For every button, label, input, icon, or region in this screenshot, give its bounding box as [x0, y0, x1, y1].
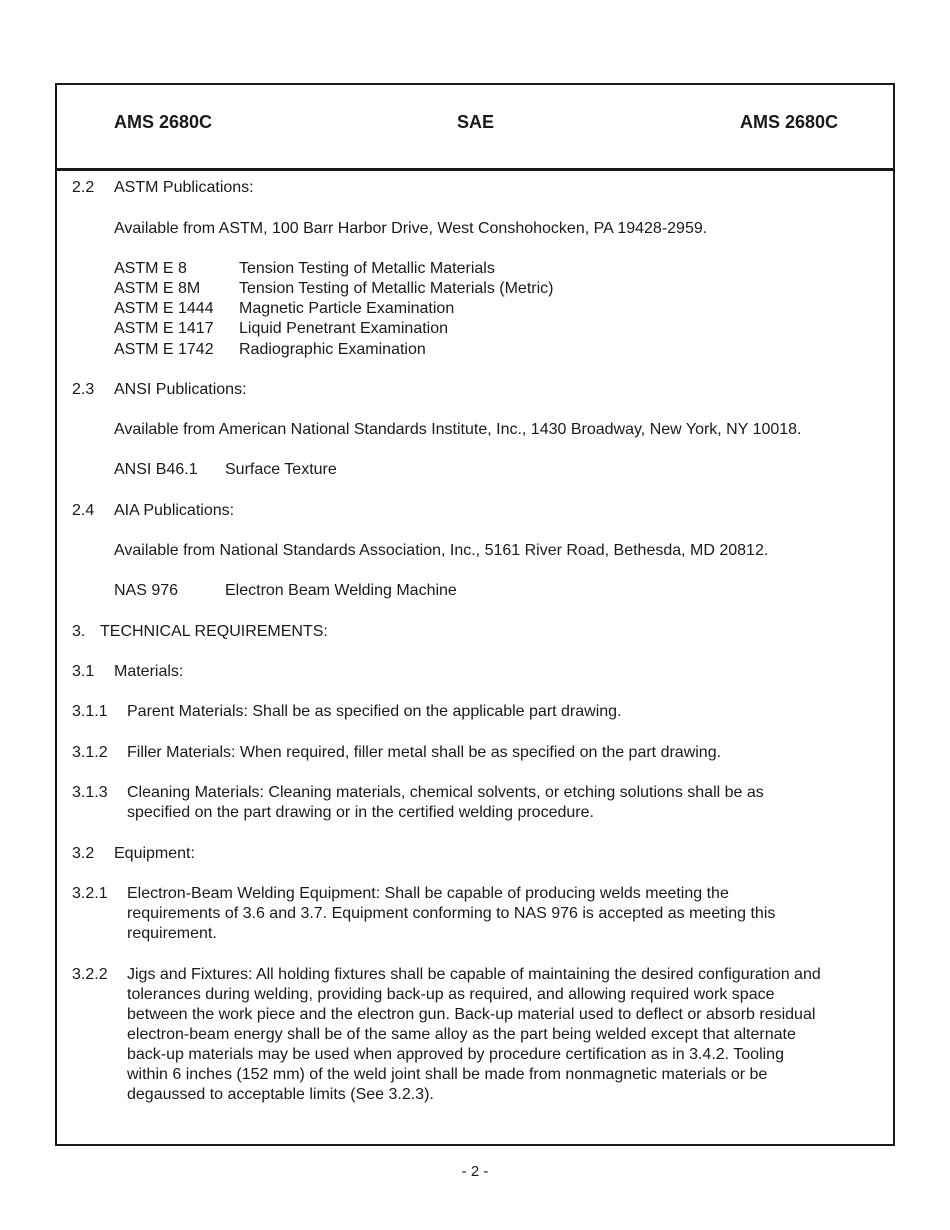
paragraph-line: degaussed to acceptable limits (See 3.2.3).: [127, 1086, 434, 1103]
page-frame: [55, 83, 895, 1146]
reference-title: Tension Testing of Metallic Materials: [239, 260, 495, 277]
section-title: Materials:: [114, 663, 184, 680]
document-header: [57, 85, 893, 171]
subsection-number: 3.1.3: [72, 784, 108, 801]
section-number: 2.2: [72, 179, 95, 196]
paragraph-line: requirement.: [127, 925, 217, 942]
reference-code: ASTM E 8M: [114, 280, 201, 297]
reference-code: ASTM E 1444: [114, 300, 214, 317]
section-number: 2.4: [72, 502, 95, 519]
reference-title: Surface Texture: [225, 461, 337, 478]
reference-code: ASTM E 1742: [114, 341, 214, 358]
subsection-number: 3.1.1: [72, 703, 108, 720]
reference-code: ANSI B46.1: [114, 461, 198, 478]
paragraph-line: Jigs and Fixtures: All holding fixtures shall be capable of maintaining the desired configuration and: [127, 966, 821, 983]
section-title: ASTM Publications:: [114, 179, 254, 196]
paragraph-line: within 6 inches (152 mm) of the weld joint shall be made from nonmagnetic materials or be: [127, 1066, 768, 1083]
page-number: - 2 -: [461, 1163, 489, 1180]
section-number: 3.1: [72, 663, 95, 680]
reference-code: ASTM E 1417: [114, 320, 214, 337]
doc-id-right: AMS 2680C: [739, 112, 838, 132]
reference-title: Electron Beam Welding Machine: [225, 582, 457, 599]
doc-id-left: AMS 2680C: [114, 112, 213, 132]
reference-title: Tension Testing of Metallic Materials (Metric): [239, 280, 554, 297]
paragraph-line: Electron-Beam Welding Equipment: Shall be capable of producing welds meeting the: [127, 885, 729, 902]
subsection-number: 3.2.1: [72, 885, 108, 902]
availability-text: Available from American National Standards Institute, Inc., 1430 Broadway, New York, NY 10018.: [114, 421, 802, 438]
section-number: 2.3: [72, 381, 95, 398]
reference-code: NAS 976: [114, 582, 179, 599]
section-title: ANSI Publications:: [114, 381, 247, 398]
reference-title: Radiographic Examination: [239, 341, 426, 358]
section-title: AIA Publications:: [114, 502, 235, 519]
publisher-name: SAE: [457, 112, 495, 132]
paragraph-line: Parent Materials: Shall be as specified on the applicable part drawing.: [127, 703, 622, 720]
paragraph-line: Filler Materials: When required, filler metal shall be as specified on the part drawing.: [127, 744, 722, 761]
paragraph-line: requirements of 3.6 and 3.7. Equipment conforming to NAS 976 is accepted as meeting this: [127, 905, 776, 922]
paragraph-line: between the work piece and the electron gun. Back-up material used to deflect or absorb residual: [127, 1006, 816, 1023]
paragraph-line: Cleaning Materials: Cleaning materials, chemical solvents, or etching solutions shall be as: [127, 784, 764, 801]
section-title: TECHNICAL REQUIREMENTS:: [100, 623, 328, 640]
section-title: Equipment:: [114, 845, 195, 862]
section-number: 3.2: [72, 845, 95, 862]
reference-title: Liquid Penetrant Examination: [239, 320, 449, 337]
paragraph-line: tolerances during welding, providing back-up as required, and allowing required work space: [127, 986, 775, 1003]
reference-code: ASTM E 8: [114, 260, 187, 277]
paragraph-line: back-up materials may be used when approved by procedure certification as in 3.4.2. Tooling: [127, 1046, 784, 1063]
subsection-number: 3.2.2: [72, 966, 108, 983]
reference-title: Magnetic Particle Examination: [239, 300, 455, 317]
subsection-number: 3.1.2: [72, 744, 108, 761]
availability-text: Available from ASTM, 100 Barr Harbor Drive, West Conshohocken, PA 19428-2959.: [114, 220, 708, 237]
paragraph-line: specified on the part drawing or in the certified welding procedure.: [127, 804, 594, 821]
paragraph-line: electron-beam energy shall be of the same alloy as the part being welded except that alternate: [127, 1026, 796, 1043]
availability-text: Available from National Standards Association, Inc., 5161 River Road, Bethesda, MD 20812.: [114, 542, 769, 559]
section-number: 3.: [72, 623, 86, 640]
